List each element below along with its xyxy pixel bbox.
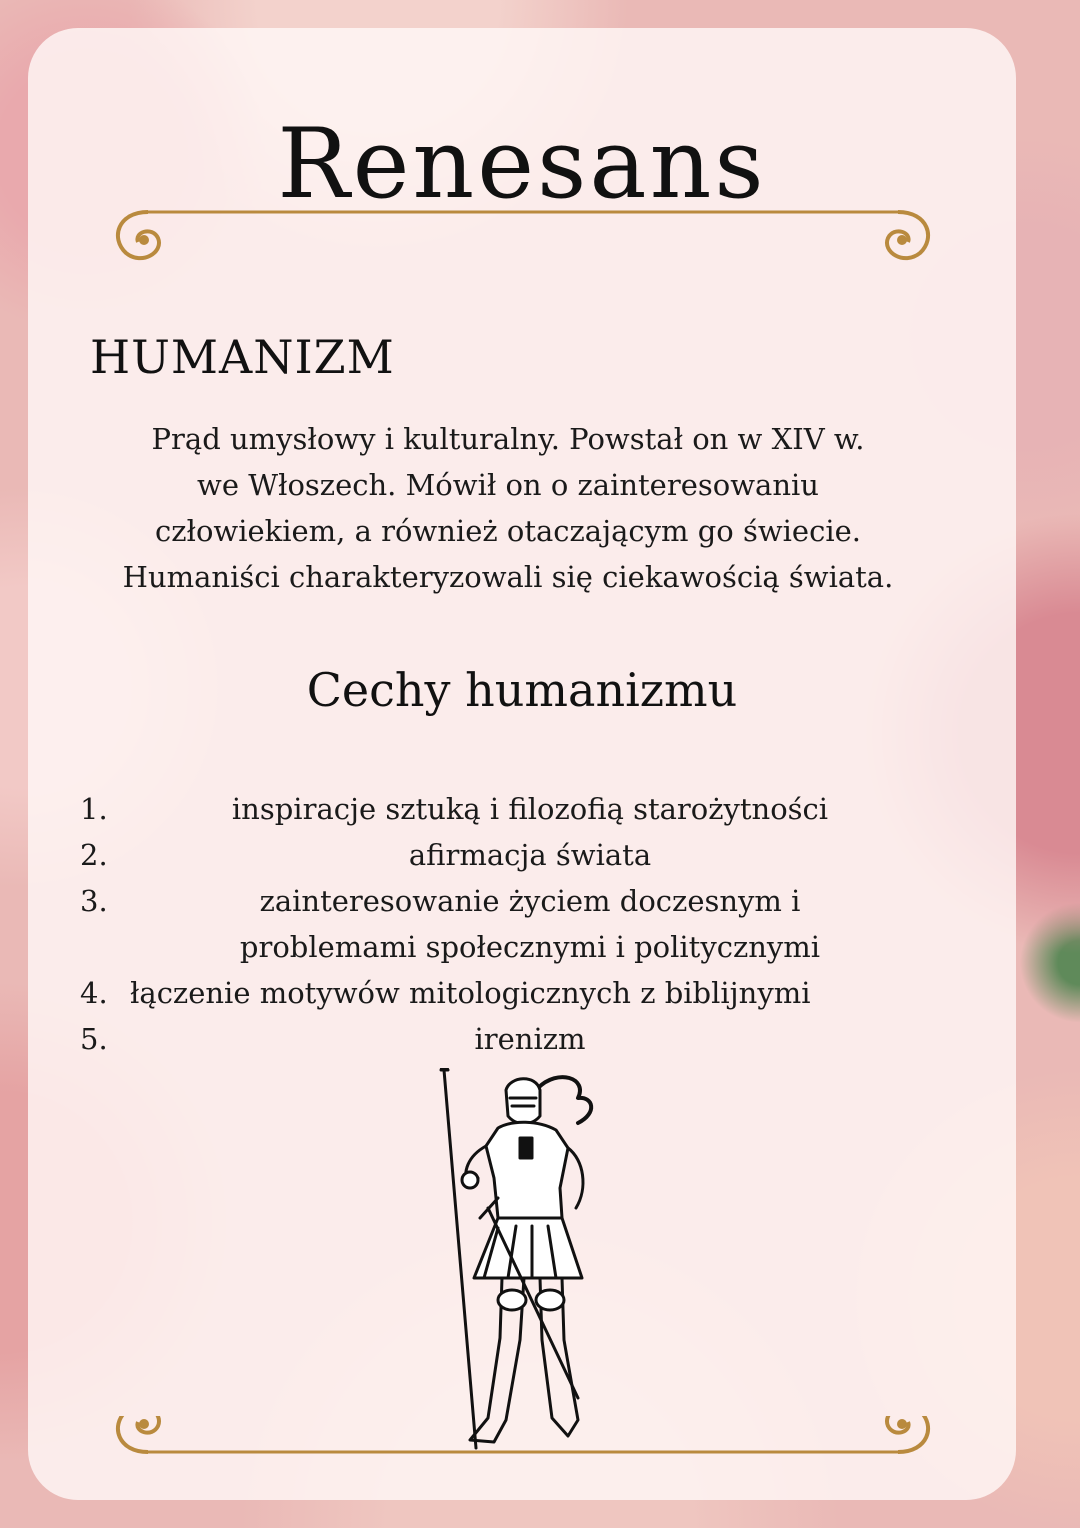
right-swirl-icon (887, 1416, 928, 1452)
left-swirl-icon (118, 1416, 159, 1452)
paragraph-line: Prąd umysłowy i kulturalny. Powstał on w XIV w. (151, 422, 865, 456)
knight-illustration (428, 1068, 628, 1458)
intro-paragraph (48, 416, 968, 600)
list-number: 4. (80, 976, 108, 1010)
list-item (80, 970, 930, 1016)
document-card (28, 28, 1016, 1500)
list-number: 1. (80, 792, 108, 826)
list-item (80, 786, 930, 832)
page-title: Renesans (277, 108, 767, 220)
list-item (80, 832, 930, 878)
list-text: inspiracje sztuką i filozofią starożytności (231, 792, 829, 826)
list-text: irenizm (474, 1022, 586, 1056)
list-item (80, 1016, 930, 1062)
list-text: afirmacja świata (408, 838, 652, 872)
paragraph-line: Humaniści charakteryzowali się ciekawością świata. (122, 560, 894, 594)
bottom-ornament-divider (108, 1416, 938, 1476)
left-swirl-icon (118, 212, 159, 258)
list-number: 5. (80, 1022, 108, 1056)
list-text: łączenie motywów mitologicznych z biblijnymi (130, 976, 811, 1010)
list-text: problemami społecznymi i politycznymi (239, 930, 821, 964)
list-number: 2. (80, 838, 108, 872)
section-heading: HUMANIZM (90, 330, 395, 384)
top-ornament-divider (108, 208, 938, 268)
list-text: zainteresowanie życiem doczesnym i (259, 884, 801, 918)
right-swirl-icon (887, 212, 928, 258)
paragraph-line: we Włoszech. Mówił on o zainteresowaniu (197, 468, 819, 502)
features-list (80, 786, 930, 1062)
paragraph-line: człowiekiem, a również otaczającym go świecie. (155, 514, 861, 548)
list-number: 3. (80, 884, 108, 918)
list-heading: Cechy humanizmu (306, 663, 738, 717)
list-item (80, 878, 930, 970)
